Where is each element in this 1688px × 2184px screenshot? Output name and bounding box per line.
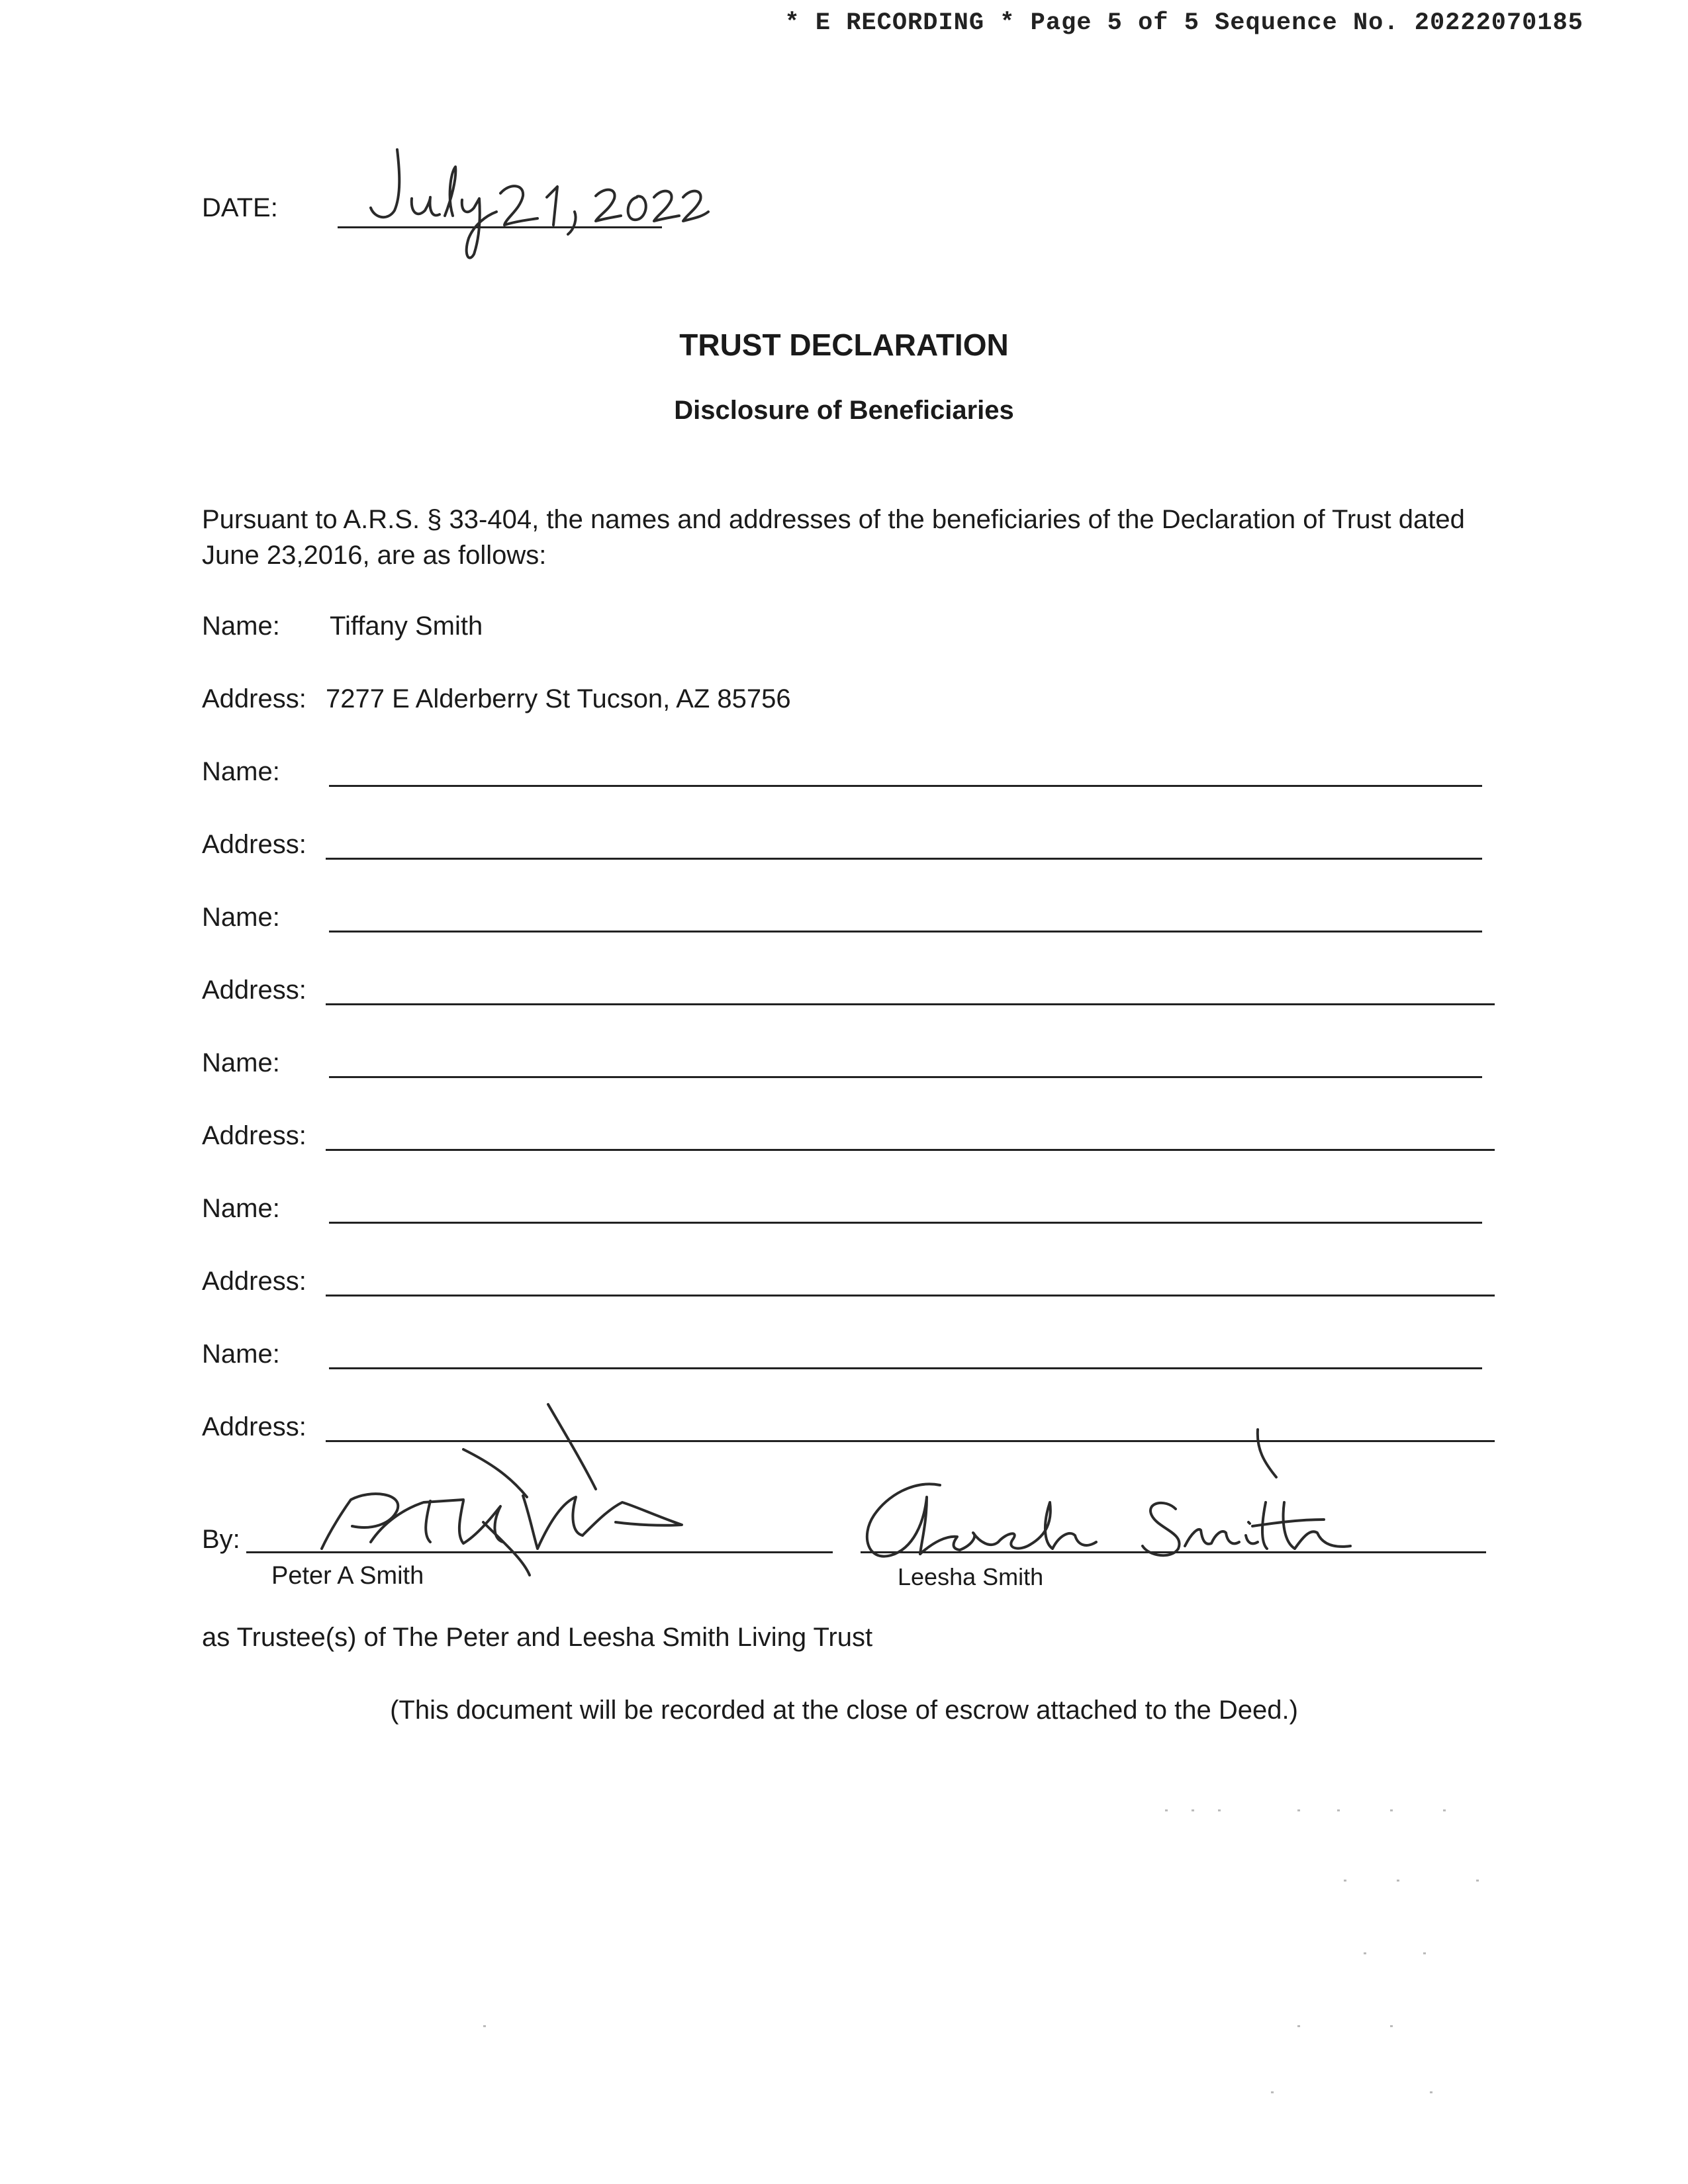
scan-speck	[1476, 1880, 1479, 1882]
beneficiary-name-value: Tiffany Smith	[330, 612, 483, 641]
footer-note: (This document will be recorded at the close of escrow attached to the Deed.)	[390, 1696, 1298, 1725]
scan-speck	[1390, 1809, 1393, 1811]
scan-speck	[1192, 1809, 1194, 1811]
scan-speck	[1390, 2025, 1393, 2027]
beneficiary-address-label: Address:	[202, 684, 306, 713]
date-label: DATE:	[202, 193, 278, 222]
scan-speck	[1297, 2025, 1300, 2027]
scan-speck	[483, 2025, 486, 2027]
scan-speck	[1165, 1809, 1168, 1811]
scan-speck	[1397, 1880, 1399, 1882]
scan-speck	[1271, 2091, 1274, 2093]
beneficiary-name-label: Name:	[202, 1340, 280, 1369]
trustees-line: as Trustee(s) of The Peter and Leesha Smith Living Trust	[202, 1623, 873, 1652]
beneficiary-address-label: Address:	[202, 976, 306, 1005]
scan-speck	[1337, 1809, 1340, 1811]
beneficiary-name-label: Name:	[202, 612, 280, 641]
beneficiary-name-label: Name:	[202, 903, 280, 932]
beneficiary-name-label: Name:	[202, 1194, 280, 1223]
beneficiary-name-label: Name:	[202, 1048, 280, 1077]
scan-speck	[1430, 2091, 1432, 2093]
beneficiary-address-label: Address:	[202, 1412, 306, 1441]
document-subtitle: Disclosure of Beneficiaries	[674, 396, 1014, 425]
beneficiary-address-label: Address:	[202, 1267, 306, 1296]
scan-speck	[1423, 1952, 1426, 1954]
intro-paragraph: Pursuant to A.R.S. § 33-404, the names and addresses of the beneficiaries of the Declaration of Trust dated June 23,2016, are as follows:	[202, 505, 1465, 570]
signer-2-name: Leesha Smith	[898, 1563, 1044, 1590]
signer-1-name: Peter A Smith	[271, 1562, 424, 1590]
beneficiary-address-label: Address:	[202, 830, 306, 859]
beneficiary-address-value: 7277 E Alderberry St Tucson, AZ 85756	[326, 684, 791, 713]
scan-speck	[1344, 1880, 1346, 1882]
scan-speck	[1297, 1809, 1300, 1811]
scan-speck	[1443, 1809, 1446, 1811]
by-label: By:	[202, 1525, 240, 1554]
scan-speck	[1218, 1809, 1221, 1811]
document-title: TRUST DECLARATION	[679, 328, 1009, 362]
recording-header: * E RECORDING * Page 5 of 5 Sequence No. 20222070185	[784, 9, 1583, 37]
beneficiary-address-label: Address:	[202, 1121, 306, 1150]
beneficiary-name-label: Name:	[202, 757, 280, 786]
scan-speck	[1364, 1952, 1366, 1954]
